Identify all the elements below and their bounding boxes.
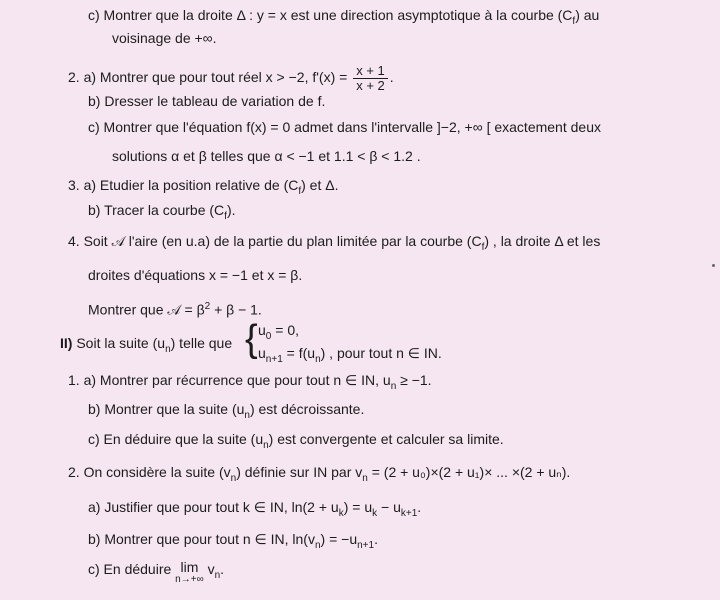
text: b) Tracer la courbe (C (88, 202, 225, 218)
subscript: n (390, 380, 397, 392)
text: c) Montrer que l'équation f(x) = 0 admet dans l'intervalle ]−2, +∞ [ exactement deux (88, 119, 601, 135)
subscript: n (314, 539, 321, 551)
text: c) Montrer que la droite Δ : y = x est une direction asymptotique à la courbe (C (88, 7, 573, 23)
system-line-1 (258, 321, 299, 346)
text: ≥ −1. (396, 372, 432, 388)
subscript: f (572, 15, 576, 27)
limit-subscript: n→+∞ (175, 574, 204, 585)
line-2b (88, 92, 325, 110)
line-3a (68, 176, 338, 201)
subscript: n (230, 472, 237, 484)
text: ) telle que (170, 335, 233, 351)
subscript: n+1 (357, 539, 375, 551)
text: droites d'équations x = −1 et x = β. (88, 267, 303, 283)
subscript: f (224, 210, 227, 222)
line-part-ii (60, 334, 232, 359)
text: 3. a) Etudier la position relative de (C (68, 177, 299, 193)
text: . (374, 531, 378, 547)
system-brace: { (245, 318, 258, 360)
text: b) Montrer que pour tout n ∈ IN, ln(v (88, 531, 315, 547)
subscript: n+1 (265, 353, 283, 365)
text: . (220, 561, 225, 577)
text: ) définie sur IN par v (236, 464, 363, 480)
fraction (353, 64, 388, 93)
text: ) au (575, 7, 600, 23)
text: c) En déduire que la suite (u (88, 431, 264, 447)
subscript: n (165, 343, 171, 355)
text: u (258, 345, 266, 361)
line-4 (68, 232, 600, 257)
subscript: k+1 (400, 507, 418, 519)
text: solutions α et β telles que α < −1 et 1.1 < β < 1.2 . (112, 148, 421, 164)
text: ) , la droite Δ et les (484, 233, 601, 249)
line-solutions (112, 147, 421, 165)
text: 4. Soit 𝒜 l'aire (en u.a) de la partie du plan limitée par la courbe (C (68, 233, 482, 249)
line-voisinage (112, 29, 217, 47)
text: ) = −u (320, 531, 358, 547)
line-ii-2b (88, 530, 378, 555)
text: b) Montrer que la suite (u (88, 401, 245, 417)
superscript: 2 (204, 301, 211, 312)
text: 1. a) Montrer par récurrence que pour tout n ∈ IN, u (68, 372, 391, 388)
text: + β − 1. (210, 301, 262, 318)
text: ). (226, 202, 236, 218)
subscript: 0 (265, 330, 272, 342)
text: v (203, 561, 215, 577)
limit (175, 560, 204, 586)
text: = 0, (271, 322, 299, 338)
line-ii-2 (68, 463, 570, 488)
line-ii-1c (88, 430, 504, 455)
text: u (258, 322, 266, 338)
text: ) est convergente et calculer sa limite. (268, 431, 504, 447)
text: . (417, 499, 422, 515)
denominator: x + 2 (356, 77, 385, 93)
text: Soit la suite (u (76, 335, 166, 351)
line-ii-2c (88, 560, 224, 586)
text: = (2 + u₀)×(2 + u₁)× ... ×(2 + uₙ). (367, 464, 571, 480)
text: = f(u (282, 345, 316, 361)
text: . (389, 69, 394, 85)
text: 2. a) Montrer que pour tout réel x > −2, f'(x) = (68, 69, 348, 85)
line-2c (88, 118, 601, 136)
text: ) et Δ. (301, 177, 339, 193)
text: voisinage de +∞. (112, 30, 217, 46)
line-droites (88, 266, 302, 284)
section-label: II) (60, 335, 73, 351)
scan-speck (712, 264, 715, 267)
text: b) Dresser le tableau de variation de f. (88, 93, 326, 109)
line-1c (88, 6, 599, 31)
subscript: n (362, 472, 368, 484)
subscript: f (298, 185, 302, 197)
line-montrer-aire (88, 298, 262, 319)
text: ) = u (343, 499, 373, 515)
line-ii-1a (68, 371, 432, 396)
text: a) Justifier que pour tout k ∈ IN, ln(2 + u (88, 499, 339, 515)
subscript: k (372, 507, 378, 519)
text: Montrer que 𝒜 = β (88, 301, 205, 318)
subscript: k (338, 507, 344, 519)
text: ) , pour tout n ∈ IN. (320, 345, 442, 361)
line-3b (88, 201, 236, 226)
subscript: n (315, 353, 321, 365)
line-ii-2a (88, 498, 421, 523)
subscript: f (481, 241, 485, 253)
text: c) En déduire (88, 561, 172, 577)
line-ii-1b (88, 400, 364, 425)
line-2a (68, 60, 394, 94)
text: − u (377, 499, 401, 515)
subscript: n (244, 409, 250, 421)
system-line-2 (258, 344, 442, 369)
text: 2. On considère la suite (v (68, 464, 231, 480)
text: ) est décroissante. (249, 401, 365, 417)
numerator: x + 1 (353, 64, 388, 79)
limit-label: lim (180, 559, 199, 575)
subscript: n (263, 439, 269, 451)
subscript: n (214, 569, 221, 581)
